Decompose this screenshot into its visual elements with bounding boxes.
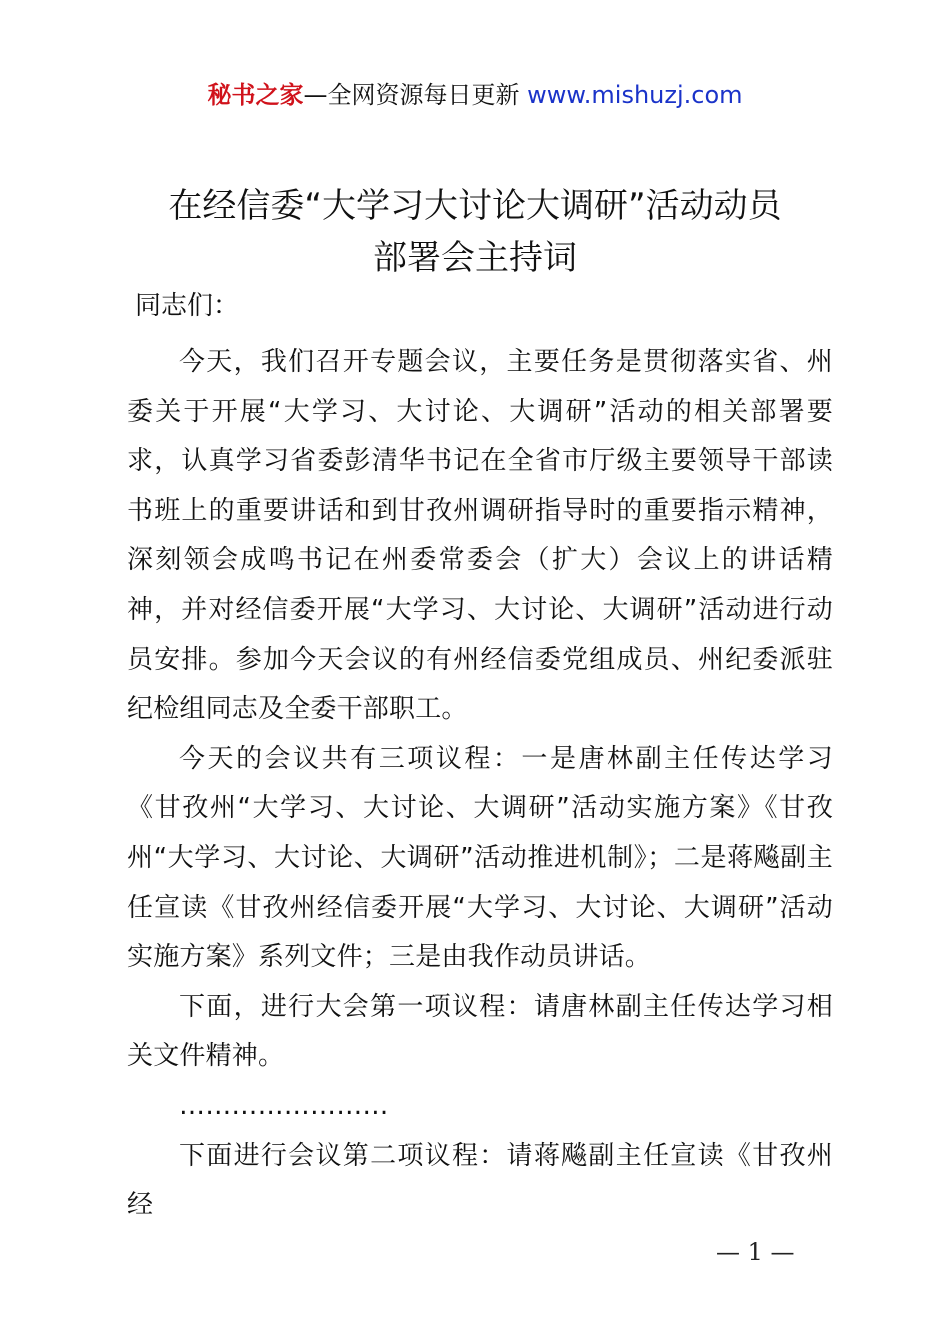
paragraph-4: 下面进行会议第二项议程：请蒋飚副主任宣读《甘孜州经	[127, 1140, 833, 1221]
paragraph-1: 今天，我们召开专题会议，主要任务是贯彻落实省、州委关于开展“大学习、大讨论、大调研”活动的相关部署要求，认真学习省委彭清华书记在全省市厅级主要领导干部读书班上的重要讲话和到甘孜州调研指导时的重要指示精神，深刻领会成鸣书记在州委常委会（扩大）会议上的讲话精神，并对经信委开展“大学习、大讨论、大调研”活动进行动员安排。参加今天会议的有州经信委党组成员、州纪委派驻纪检组同志及全委干部职工。	[127, 347, 833, 725]
site-url[interactable]: www.mishuzj.com	[527, 81, 743, 109]
salutation: 同志们：	[135, 291, 240, 321]
brand-name: 秘书之家	[207, 81, 304, 109]
title-line-1: 在经信委“大学习大讨论大调研”活动动员	[168, 186, 782, 226]
document-body	[127, 284, 833, 1231]
header-tagline: —全网资源每日更新	[303, 81, 528, 109]
page-number: — 1 —	[716, 1238, 795, 1266]
paragraph-2: 今天的会议共有三项议程：一是唐林副主任传达学习《甘孜州“大学习、大讨论、大调研”活动实施方案》《甘孜州“大学习、大讨论、大调研”活动推进机制》；二是蒋飚副主任宣读《甘孜州经信委开展“大学习、大讨论、大调研”活动实施方案》系列文件；三是由我作动员讲话。	[127, 743, 833, 973]
paragraph-3: 下面，进行大会第一项议程：请唐林副主任传达学习相关文件精神。	[127, 991, 833, 1072]
site-header	[0, 78, 950, 112]
title-line-2: 部署会主持词	[373, 238, 577, 278]
document-title	[60, 180, 890, 284]
ellipsis-line: ……………………	[179, 1090, 389, 1121]
